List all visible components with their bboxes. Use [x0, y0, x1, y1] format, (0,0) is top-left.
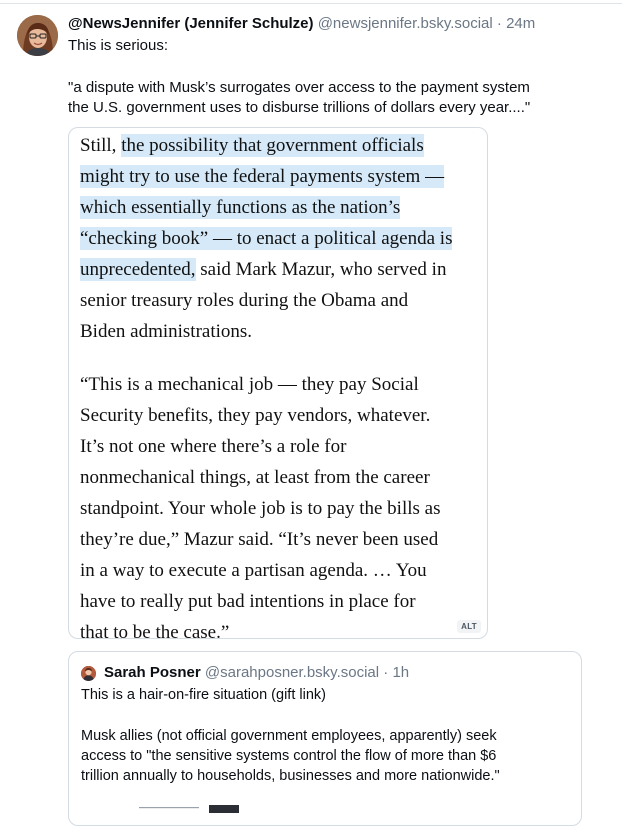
link-preview-thumbnail-icon: [139, 799, 289, 813]
highlighted-text: unprecedented,: [80, 259, 196, 280]
article-text: said Mark Mazur, who served in: [195, 259, 447, 280]
quoted-header-separator: ·: [383, 664, 389, 681]
article-line: nonmechanical things, at least from the career: [80, 467, 430, 488]
article-line: [80, 223, 488, 254]
article-line: they’re due,” Mazur said. “It’s never been used: [80, 529, 439, 550]
article-line: [80, 161, 488, 192]
quoted-post-card[interactable]: [68, 651, 582, 826]
article-line: that to be the case.”: [80, 622, 230, 639]
article-line: “This is a mechanical job — they pay Social: [80, 374, 419, 395]
article-text: Still,: [80, 135, 122, 156]
highlighted-text: “checking book” — to enact a political agenda is: [80, 228, 453, 249]
post-header: [68, 14, 608, 34]
author-display-name[interactable]: @NewsJennifer (Jennifer Schulze): [68, 15, 314, 32]
article-line: senior treasury roles during the Obama and: [80, 290, 409, 311]
avatar-portrait-icon: [17, 15, 58, 56]
alt-text-badge[interactable]: ALT: [457, 620, 481, 633]
truncated-link-preview: [139, 799, 289, 813]
article-line: standpoint. Your whole job is to pay the bills as: [80, 498, 441, 519]
quoted-post-text-line3: access to "the sensitive systems control the flow of more than $6: [81, 748, 497, 764]
author-avatar[interactable]: [17, 15, 58, 56]
article-line: [80, 130, 488, 161]
top-divider: [0, 0, 622, 4]
article-line: have to really put bad intentions in place for: [80, 591, 416, 612]
header-separator: ·: [496, 15, 502, 32]
quoted-author-avatar[interactable]: [81, 666, 96, 681]
article-line: in a way to execute a partisan agenda. … You: [80, 560, 427, 581]
highlighted-text: which essentially functions as the nation’s: [80, 197, 401, 218]
quoted-author-handle[interactable]: @sarahposner.bsky.social: [204, 664, 380, 681]
quoted-post-text-line2: Musk allies (not official government employees, apparently) seek: [81, 728, 497, 744]
article-line: Security benefits, they pay vendors, whatever.: [80, 405, 431, 426]
post-text-quote-line1: "a dispute with Musk’s surrogates over access to the payment system: [68, 79, 530, 96]
quoted-author-name[interactable]: Sarah Posner: [104, 664, 201, 681]
highlighted-text: might try to use the federal payments system —: [80, 166, 445, 187]
article-line: [80, 192, 488, 223]
article-line: It’s not one where there’s a role for: [80, 436, 347, 457]
author-handle[interactable]: @newsjennifer.bsky.social: [317, 15, 493, 32]
quoted-post-text-line1: This is a hair-on-fire situation (gift link): [81, 687, 326, 703]
article-screenshot-image[interactable]: [68, 127, 488, 639]
quoted-post-timestamp[interactable]: 1h: [392, 664, 410, 681]
quoted-post-text-line4: trillion annually to households, businesses and more nationwide.": [81, 768, 500, 784]
highlighted-text: the possibility that government officials: [121, 135, 424, 156]
post-text-quote-line2: the U.S. government uses to disburse trillions of dollars every year....": [68, 99, 531, 116]
article-line: [80, 254, 488, 285]
quoted-post-header: [104, 663, 409, 683]
post-text-intro: This is serious:: [68, 37, 169, 54]
post-timestamp[interactable]: 24m: [506, 15, 536, 32]
article-line: Biden administrations.: [80, 321, 253, 342]
avatar-portrait-icon: [81, 666, 96, 681]
